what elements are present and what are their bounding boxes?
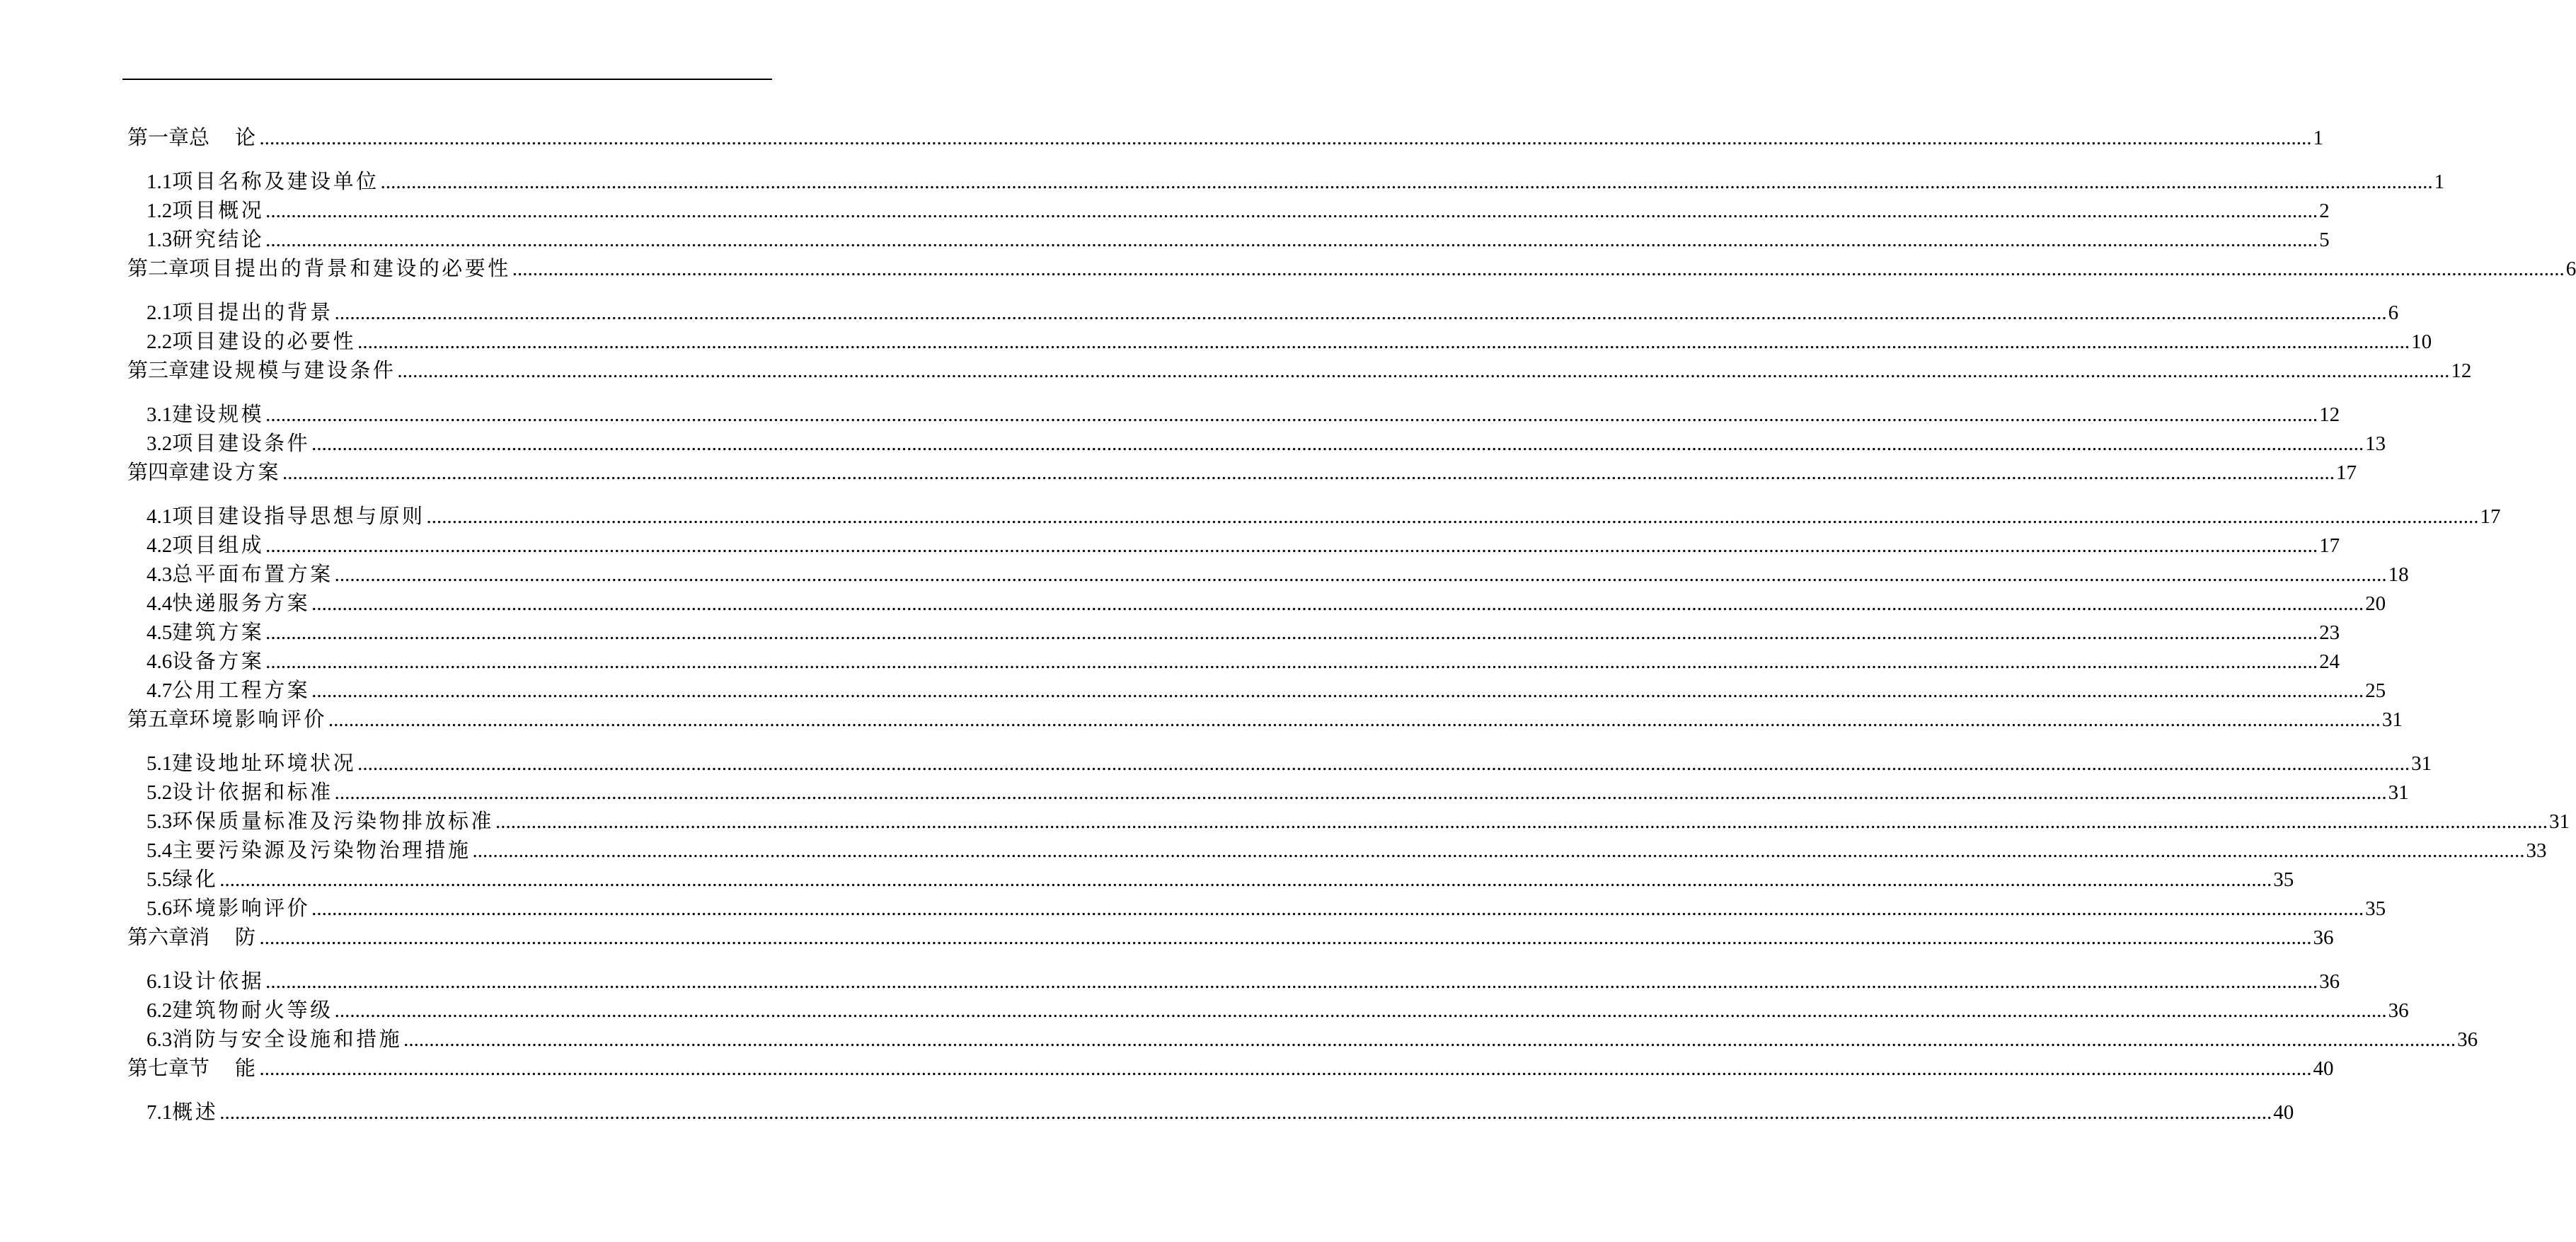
toc-entry-title: 环境影响评价: [189, 707, 327, 731]
header-rule: [122, 79, 772, 80]
toc-entry-number: 4.5: [146, 621, 173, 644]
toc-entry-title: 消 防: [189, 925, 258, 949]
toc-entry-title: 项目提出的背景: [172, 300, 333, 324]
toc-chapter-entry[interactable]: [127, 123, 2323, 152]
toc-section-entry[interactable]: [127, 531, 2340, 560]
toc-leader-dots: ................................................................................................................................................................................................................................................................................................................................................................................................................: [265, 229, 2318, 251]
toc-leader-dots: ................................................................................................................................................................................................................................................................................................................................................................................................................: [357, 330, 2410, 353]
toc-entry-page: 23: [2319, 621, 2340, 644]
toc-entry-number: 第三章: [127, 360, 190, 382]
toc-entry-title: 绿化: [172, 867, 219, 891]
toc-leader-dots: ................................................................................................................................................................................................................................................................................................................................................................................................................: [311, 897, 2364, 920]
toc-entry-number: 2.2: [146, 330, 173, 353]
toc-chapter-entry[interactable]: [127, 1054, 2334, 1083]
toc-entry-title: 总 论: [189, 125, 258, 149]
toc-entry-title: 节 能: [189, 1056, 258, 1080]
toc-entry-page: 33: [2526, 839, 2547, 862]
toc-entry-page: 10: [2411, 330, 2432, 353]
toc-section-entry[interactable]: [127, 967, 2340, 996]
toc-section-entry[interactable]: [127, 865, 2294, 894]
toc-section-entry[interactable]: [127, 836, 2547, 865]
toc-entry-title: 建筑物耐火等级: [172, 998, 333, 1022]
toc-entry-number: 1.2: [146, 200, 173, 222]
toc-chapter-entry[interactable]: [127, 923, 2334, 952]
toc-entry-number: 4.7: [146, 679, 173, 702]
toc-entry-number: 6.3: [146, 1028, 173, 1051]
toc-leader-dots: ................................................................................................................................................................................................................................................................................................................................................................................................................: [328, 708, 2381, 731]
toc-entry-number: 5.2: [146, 781, 173, 804]
toc-entry-number: 4.6: [146, 650, 173, 673]
toc-section-entry[interactable]: [127, 647, 2340, 676]
toc-entry-page: 13: [2365, 432, 2386, 455]
toc-section-entry[interactable]: [127, 560, 2409, 589]
toc-section-entry[interactable]: [127, 894, 2386, 923]
toc-entry-title: 建设规模与建设条件: [189, 358, 396, 382]
toc-entry-page: 20: [2365, 592, 2386, 615]
toc-entry-number: 6.2: [146, 999, 173, 1022]
toc-leader-dots: ................................................................................................................................................................................................................................................................................................................................................................................................................: [334, 999, 2387, 1022]
toc-entry-title: 项目组成: [172, 533, 265, 557]
toc-entry-page: 35: [2365, 897, 2386, 920]
toc-entry-number: 第二章: [127, 258, 190, 280]
toc-entry-number: 2.1: [146, 301, 173, 324]
toc-leader-dots: ................................................................................................................................................................................................................................................................................................................................................................................................................: [311, 679, 2364, 702]
table-of-contents: [127, 123, 2576, 1127]
toc-section-entry[interactable]: [127, 225, 2330, 254]
toc-entry-title: 快递服务方案: [172, 591, 311, 615]
toc-section-entry[interactable]: [127, 1025, 2478, 1054]
toc-entry-number: 5.6: [146, 897, 173, 920]
toc-leader-dots: ................................................................................................................................................................................................................................................................................................................................................................................................................: [259, 926, 2312, 949]
toc-leader-dots: ................................................................................................................................................................................................................................................................................................................................................................................................................: [397, 360, 2450, 382]
toc-entry-page: 18: [2388, 563, 2409, 586]
toc-chapter-entry[interactable]: [127, 705, 2403, 734]
toc-leader-dots: ................................................................................................................................................................................................................................................................................................................................................................................................................: [311, 592, 2364, 615]
toc-entry-page: 40: [2273, 1101, 2294, 1124]
toc-entry-title: 项目提出的背景和建设的必要性: [189, 256, 511, 280]
toc-entry-title: 总平面布置方案: [172, 562, 333, 586]
toc-entry-title: 项目建设指导思想与原则: [172, 504, 425, 528]
toc-entry-title: 建设地址环境状况: [172, 751, 357, 775]
toc-entry-number: 第四章: [127, 461, 190, 484]
toc-entry-page: 35: [2273, 868, 2294, 891]
toc-entry-number: 4.1: [146, 505, 173, 528]
toc-entry-page: 6: [2565, 258, 2576, 280]
toc-entry-page: 17: [2480, 505, 2501, 528]
toc-entry-page: 31: [2381, 708, 2403, 731]
toc-entry-page: 31: [2411, 752, 2432, 775]
toc-leader-dots: ................................................................................................................................................................................................................................................................................................................................................................................................................: [380, 171, 2433, 193]
toc-entry-number: 4.4: [146, 592, 173, 615]
toc-entry-number: 5.5: [146, 868, 173, 891]
toc-entry-title: 环保质量标准及污染物排放标准: [172, 809, 494, 833]
toc-leader-dots: ................................................................................................................................................................................................................................................................................................................................................................................................................: [311, 432, 2364, 455]
toc-leader-dots: ................................................................................................................................................................................................................................................................................................................................................................................................................: [512, 258, 2565, 280]
toc-entry-number: 第五章: [127, 708, 190, 731]
toc-leader-dots: ................................................................................................................................................................................................................................................................................................................................................................................................................: [265, 621, 2318, 644]
toc-entry-number: 第一章: [127, 127, 190, 149]
toc-entry-title: 项目名称及建设单位: [172, 169, 379, 193]
toc-entry-page: 5: [2319, 229, 2330, 251]
toc-entry-title: 概述: [172, 1100, 219, 1124]
toc-entry-title: 消防与安全设施和措施: [172, 1027, 403, 1051]
toc-entry-number: 5.4: [146, 839, 173, 862]
toc-leader-dots: ................................................................................................................................................................................................................................................................................................................................................................................................................: [495, 810, 2548, 833]
toc-entry-title: 研究结论: [172, 227, 265, 251]
toc-entry-title: 设备方案: [172, 649, 265, 673]
toc-leader-dots: ................................................................................................................................................................................................................................................................................................................................................................................................................: [265, 534, 2318, 557]
toc-entry-page: 25: [2365, 679, 2386, 702]
toc-leader-dots: ................................................................................................................................................................................................................................................................................................................................................................................................................: [334, 301, 2387, 324]
toc-leader-dots: ................................................................................................................................................................................................................................................................................................................................................................................................................: [265, 970, 2318, 993]
toc-leader-dots: ................................................................................................................................................................................................................................................................................................................................................................................................................: [259, 1057, 2312, 1080]
toc-entry-number: 6.1: [146, 970, 173, 993]
toc-entry-page: 36: [2457, 1028, 2478, 1051]
toc-entry-page: 12: [2319, 403, 2340, 426]
toc-entry-number: 3.1: [146, 403, 173, 426]
toc-section-entry[interactable]: [127, 429, 2386, 458]
toc-entry-page: 36: [2313, 926, 2334, 949]
toc-section-entry[interactable]: [127, 400, 2340, 429]
toc-section-entry[interactable]: [127, 167, 2445, 196]
toc-section-entry[interactable]: [127, 196, 2330, 225]
toc-leader-dots: ................................................................................................................................................................................................................................................................................................................................................................................................................: [334, 563, 2387, 586]
toc-section-entry[interactable]: [127, 778, 2409, 807]
toc-section-entry[interactable]: [127, 749, 2432, 778]
toc-leader-dots: ................................................................................................................................................................................................................................................................................................................................................................................................................: [403, 1028, 2456, 1051]
toc-entry-page: 1: [2313, 127, 2323, 149]
toc-entry-title: 主要污染源及污染物治理措施: [172, 838, 471, 862]
toc-leader-dots: ................................................................................................................................................................................................................................................................................................................................................................................................................: [282, 461, 2335, 484]
toc-leader-dots: ................................................................................................................................................................................................................................................................................................................................................................................................................: [265, 650, 2318, 673]
toc-entry-number: 7.1: [146, 1101, 173, 1124]
toc-leader-dots: ................................................................................................................................................................................................................................................................................................................................................................................................................: [219, 1101, 2272, 1124]
toc-entry-title: 项目建设条件: [172, 431, 311, 455]
toc-entry-page: 24: [2319, 650, 2340, 673]
toc-entry-page: 36: [2319, 970, 2340, 993]
toc-entry-page: 17: [2319, 534, 2340, 557]
toc-section-entry[interactable]: [127, 807, 2570, 836]
toc-entry-number: 5.1: [146, 752, 173, 775]
toc-entry-page: 6: [2388, 301, 2399, 324]
toc-entry-page: 31: [2548, 810, 2570, 833]
toc-entry-number: 4.2: [146, 534, 173, 557]
toc-entry-title: 建筑方案: [172, 620, 265, 644]
toc-section-entry[interactable]: [127, 1098, 2294, 1127]
toc-section-entry[interactable]: [127, 298, 2399, 327]
toc-entry-number: 1.1: [146, 171, 173, 193]
toc-entry-page: 12: [2451, 360, 2472, 382]
toc-entry-page: 1: [2434, 171, 2445, 193]
toc-entry-number: 5.3: [146, 810, 173, 833]
toc-leader-dots: ................................................................................................................................................................................................................................................................................................................................................................................................................: [357, 752, 2410, 775]
toc-chapter-entry[interactable]: [127, 458, 2357, 487]
toc-entry-number: 第七章: [127, 1057, 190, 1080]
toc-section-entry[interactable]: [127, 618, 2340, 647]
toc-leader-dots: ................................................................................................................................................................................................................................................................................................................................................................................................................: [219, 868, 2272, 891]
toc-entry-page: 40: [2313, 1057, 2334, 1080]
toc-entry-title: 建设规模: [172, 402, 265, 426]
toc-chapter-entry[interactable]: [127, 254, 2576, 283]
toc-entry-page: 2: [2319, 200, 2330, 222]
toc-entry-page: 17: [2335, 461, 2357, 484]
toc-section-entry[interactable]: [127, 676, 2386, 705]
toc-leader-dots: ................................................................................................................................................................................................................................................................................................................................................................................................................: [472, 839, 2525, 862]
toc-leader-dots: ................................................................................................................................................................................................................................................................................................................................................................................................................: [334, 781, 2387, 804]
toc-entry-page: 31: [2388, 781, 2409, 804]
toc-entry-number: 1.3: [146, 229, 173, 251]
toc-leader-dots: ................................................................................................................................................................................................................................................................................................................................................................................................................: [259, 127, 2312, 149]
toc-section-entry[interactable]: [127, 502, 2501, 531]
toc-section-entry[interactable]: [127, 996, 2409, 1025]
toc-leader-dots: ................................................................................................................................................................................................................................................................................................................................................................................................................: [265, 200, 2318, 222]
toc-entry-number: 4.3: [146, 563, 173, 586]
toc-leader-dots: ................................................................................................................................................................................................................................................................................................................................................................................................................: [426, 505, 2479, 528]
toc-entry-number: 3.2: [146, 432, 173, 455]
toc-entry-page: 36: [2388, 999, 2409, 1022]
toc-entry-title: 公用工程方案: [172, 678, 311, 702]
toc-chapter-entry[interactable]: [127, 356, 2472, 385]
toc-entry-title: 设计依据和标准: [172, 780, 333, 804]
toc-leader-dots: ................................................................................................................................................................................................................................................................................................................................................................................................................: [265, 403, 2318, 426]
toc-entry-title: 环境影响评价: [172, 896, 311, 920]
toc-entry-title: 设计依据: [172, 969, 265, 993]
toc-section-entry[interactable]: [127, 327, 2432, 356]
toc-entry-title: 建设方案: [189, 460, 281, 484]
toc-entry-number: 第六章: [127, 926, 190, 949]
toc-section-entry[interactable]: [127, 589, 2386, 618]
toc-entry-title: 项目概况: [172, 198, 265, 222]
toc-entry-title: 项目建设的必要性: [172, 329, 357, 353]
